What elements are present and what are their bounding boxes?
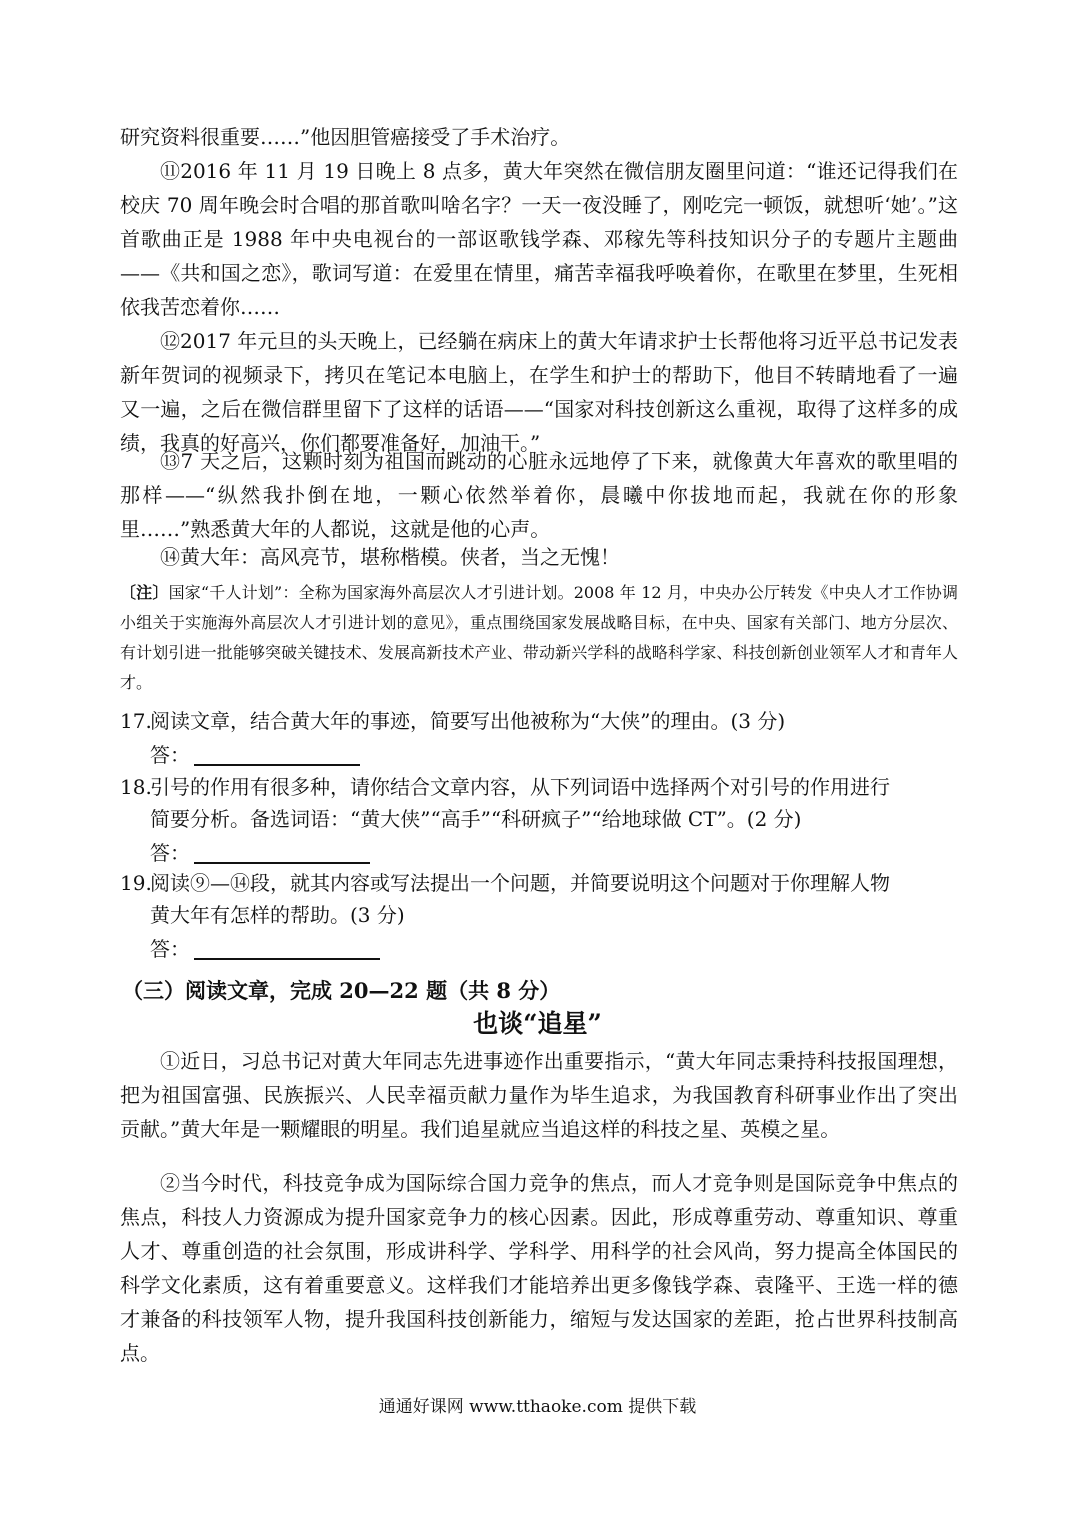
question-19-continued: 黄大年有怎样的帮助。(3 分) (150, 903, 405, 927)
answer-blank[interactable] (194, 838, 370, 864)
question-18 (120, 770, 960, 804)
question-number: 19. (120, 871, 152, 895)
question-number: 17. (120, 709, 152, 733)
article-title: 也谈“追星” (473, 1009, 602, 1038)
question-19 (120, 866, 960, 900)
paragraph-14: ⑭黄大年：高风亮节，堪称楷模。侠者，当之无愧！ (160, 545, 620, 569)
answer-label: 答： (150, 743, 190, 767)
paragraph-13: ⑬7 天之后，这颗时刻为祖国而跳动的心脏永远地停了下来，就像黄大年喜欢的歌里唱的那样——“纵然我扑倒在地，一颗心依然举着你，晨曦中你拔地而起，我就在你的形象里……”熟悉黄大年的人都说，这就是他的心声。 (120, 449, 958, 541)
answer-17 (150, 738, 360, 772)
section-heading: （三）阅读文章，完成 20—22 题（共 8 分） (122, 978, 561, 1003)
question-text: 阅读⑨—⑭段，就其内容或写法提出一个问题，并简要说明这个问题对于你理解人物 (150, 871, 890, 895)
paragraph-11: ⑪2016 年 11 月 19 日晚上 8 点多，黄大年突然在微信朋友圈里问道：“谁还记得我们在校庆 70 周年晚会时合唱的那首歌叫啥名字？一天一夜没睡了，刚吃完一顿饭，就想听‘她’。”这首歌曲正是 1988 年中央电视台的一部讴歌钱学森、邓稼先等科技知识分子的专题片主题曲——《共和国之恋》，歌词写道：在爱里在情里，痛苦幸福我呼唤着你，在歌里在梦里，生死相依我苦恋着你…… (120, 159, 958, 319)
answer-label: 答： (150, 937, 190, 961)
question-number: 18. (120, 775, 152, 799)
question-18-continued: 简要分析。备选词语：“黄大侠”“高手”“科研疯子”“给地球做 CT”。(2 分) (150, 807, 802, 831)
paragraph-continued: 研究资料很重要……”他因胆管癌接受了手术治疗。 (120, 125, 571, 149)
answer-blank[interactable] (194, 934, 380, 960)
answer-18 (150, 836, 370, 870)
answer-blank[interactable] (194, 740, 360, 766)
article-paragraph-2: ②当今时代，科技竞争成为国际综合国力竞争的焦点，而人才竞争则是国际竞争中焦点的焦点，科技人力资源成为提升国家竞争力的核心因素。因此，形成尊重劳动、尊重知识、尊重人才、尊重创造的社会氛围，形成讲科学、学科学、用科学的社会风尚，努力提高全体国民的科学文化素质，这有着重要意义。这样我们才能培养出更多像钱学森、袁隆平、王选一样的德才兼备的科技领军人物，提升我国科技创新能力，缩短与发达国家的差距，抢占世界科技制高点。 (120, 1171, 958, 1365)
question-text: 阅读文章，结合黄大年的事迹，简要写出他被称为“大侠”的理由。(3 分) (150, 709, 786, 733)
page-footer: 通通好课网 www.tthaoke.com 提供下载 (378, 1397, 697, 1417)
answer-19 (150, 932, 380, 966)
footnote-label: 〔注〕 (120, 583, 169, 602)
question-17 (120, 704, 960, 738)
question-text: 引号的作用有很多种，请你结合文章内容，从下列词语中选择两个对引号的作用进行 (150, 775, 890, 799)
answer-label: 答： (150, 841, 190, 865)
article-paragraph-1: ①近日，习总书记对黄大年同志先进事迹作出重要指示，“黄大年同志秉持科技报国理想，把为祖国富强、民族振兴、人民幸福贡献力量作为毕生追求，为我国教育科研事业作出了突出贡献。”黄大年是一颗耀眼的明星。我们追星就应当追这样的科技之星、英模之星。 (120, 1049, 958, 1141)
paragraph-12: ⑫2017 年元旦的头天晚上，已经躺在病床上的黄大年请求护士长帮他将习近平总书记发表新年贺词的视频录下，拷贝在笔记本电脑上，在学生和护士的帮助下，他目不转睛地看了一遍又一遍，之后在微信群里留下了这样的话语——“国家对科技创新这么重视，取得了这样多的成绩，我真的好高兴，你们都要准备好，加油干。” (120, 329, 958, 455)
footnote-text: 国家“千人计划”：全称为国家海外高层次人才引进计划。2008 年 12 月，中央办公厅转发《中央人才工作协调小组关于实施海外高层次人才引进计划的意见》，重点围绕国家发展战略目标，在中央、国家有关部门、地方分层次、有计划引进一批能够突破关键技术、发展高新技术产业、带动新兴学科的战略科学家、科技创新创业领军人才和青年人才。 (120, 583, 958, 692)
footnote (120, 578, 958, 698)
